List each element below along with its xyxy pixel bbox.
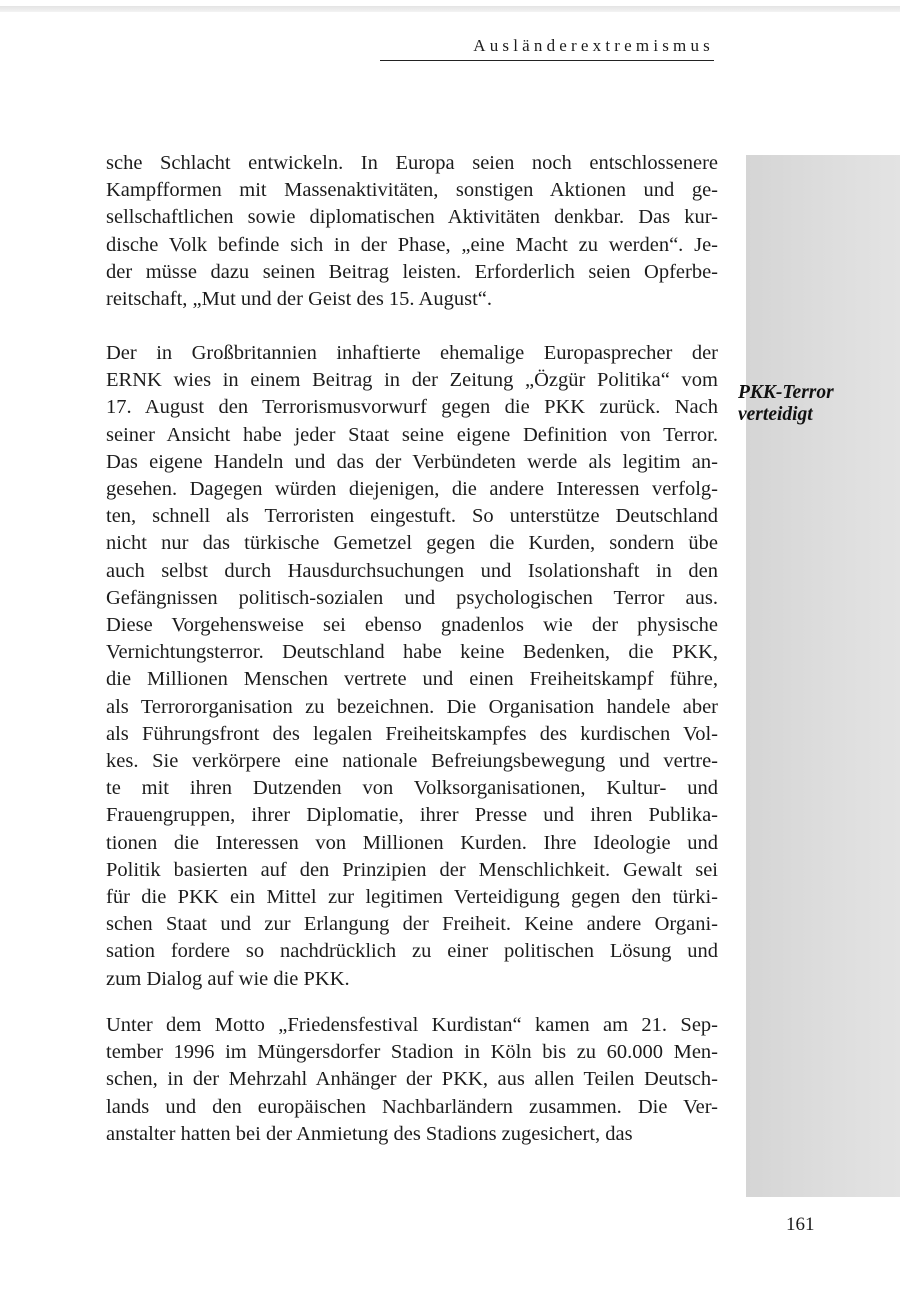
margin-note: [738, 382, 898, 426]
paragraph-3: [106, 1012, 718, 1148]
text-line: Der in Großbritannien inhaftierte ehemalige Europasprecher der: [106, 342, 718, 364]
text-line: seiner Ansicht habe jeder Staat seine eigene Definition von Terror.: [106, 423, 718, 446]
text-line: 17. August den Terrorismusvorwurf gegen die PKK zurück. Nach: [106, 396, 718, 419]
text-line: lands und den europäischen Nachbarländern zusammen. Die Ver-: [106, 1095, 718, 1118]
text-line: tember 1996 im Müngersdorfer Stadion in Köln bis zu 60.000 Men-: [106, 1041, 718, 1064]
text-line: sche Schlacht entwickeln. In Europa seien noch entschlossenere: [106, 152, 718, 174]
text-line: Politik basierten auf den Prinzipien der Menschlichkeit. Gewalt sei: [106, 858, 718, 881]
margin-note-line: PKK-Terror: [738, 382, 834, 403]
text-line: dische Volk befinde sich in der Phase, „eine Macht zu werden“. Je-: [106, 233, 718, 256]
text-line: reitschaft, „Mut und der Geist des 15. August“.: [106, 288, 493, 311]
text-line: die Millionen Menschen vertrete und einen Freiheitskampf führe,: [106, 668, 718, 691]
text-line: gesehen. Dagegen würden diejenigen, die andere Interessen verfolg-: [106, 478, 718, 501]
text-line: te mit ihren Dutzenden von Volksorganisationen, Kultur- und: [106, 777, 718, 800]
text-line: schen Staat und zur Erlangung der Freiheit. Keine andere Organi-: [106, 913, 718, 936]
margin-note-line: verteidigt: [738, 404, 813, 425]
text-line: nicht nur das türkische Gemetzel gegen die Kurden, sondern übe: [106, 532, 718, 555]
text-line: ERNK wies in einem Beitrag in der Zeitung „Özgür Politika“ vom: [106, 369, 718, 392]
text-line: sellschaftlichen sowie diplomatischen Aktivitäten denkbar. Das kur-: [106, 206, 718, 229]
text-line: Vernichtungsterror. Deutschland habe keine Bedenken, die PKK,: [106, 641, 718, 664]
text-line: Das eigene Handeln und das der Verbündeten werde als legitim an-: [106, 450, 718, 473]
text-line: kes. Sie verkörpere eine nationale Befreiungsbewegung und vertre-: [106, 750, 718, 773]
text-line: zum Dialog auf wie die PKK.: [106, 967, 350, 990]
paragraph-2: [106, 340, 718, 993]
paragraph-1: [106, 150, 718, 313]
text-line: Diese Vorgehensweise sei ebenso gnadenlos wie der physische: [106, 614, 718, 637]
text-line: tionen die Interessen von Millionen Kurden. Ihre Ideologie und: [106, 831, 718, 854]
running-header: Ausländerextremismus: [380, 36, 714, 61]
text-line: auch selbst durch Hausdurchsuchungen und Isolationshaft in den: [106, 559, 718, 582]
text-line: anstalter hatten bei der Anmietung des Stadions zugesichert, das: [106, 1122, 633, 1145]
margin-sidebar: [746, 155, 900, 1197]
text-line: für die PKK ein Mittel zur legitimen Verteidigung gegen den türki-: [106, 886, 718, 909]
page-number: 161: [786, 1214, 815, 1235]
text-line: Unter dem Motto „Friedensfestival Kurdistan“ kamen am 21. Sep-: [106, 1014, 718, 1036]
scan-top-edge: [0, 6, 900, 12]
text-line: als Führungsfront des legalen Freiheitskampfes des kurdischen Vol-: [106, 722, 718, 745]
text-line: Kampfformen mit Massenaktivitäten, sonstigen Aktionen und ge-: [106, 179, 718, 202]
text-line: schen, in der Mehrzahl Anhänger der PKK, aus allen Teilen Deutsch-: [106, 1068, 718, 1091]
text-line: sation fordere so nachdrücklich zu einer politischen Lösung und: [106, 940, 718, 963]
text-line: Frauengruppen, ihrer Diplomatie, ihrer Presse und ihren Publika-: [106, 804, 718, 827]
text-line: ten, schnell als Terroristen eingestuft. So unterstütze Deutschland: [106, 505, 718, 528]
text-line: Gefängnissen politisch-sozialen und psychologischen Terror aus.: [106, 586, 718, 609]
text-line: der müsse dazu seinen Beitrag leisten. Erforderlich seien Opferbe-: [106, 260, 718, 283]
text-line: als Terrororganisation zu bezeichnen. Die Organisation handele aber: [106, 695, 718, 718]
